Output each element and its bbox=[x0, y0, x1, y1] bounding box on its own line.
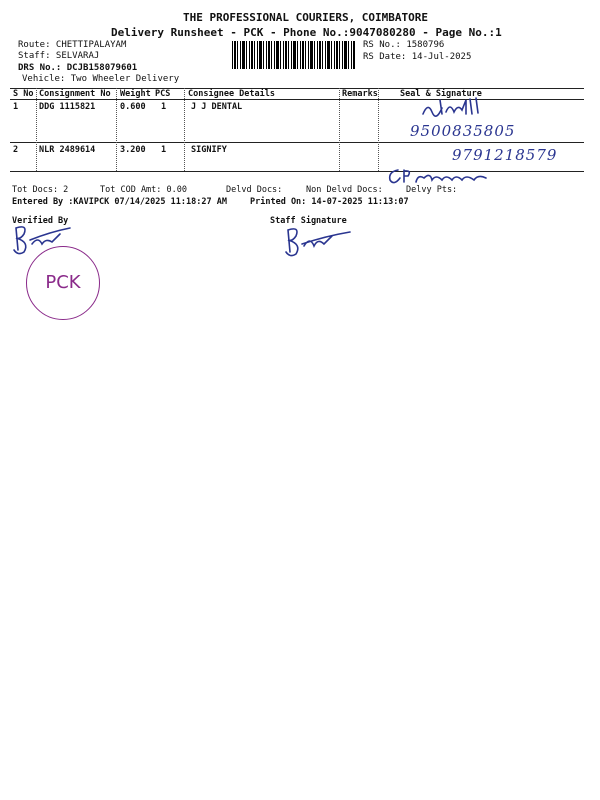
column-divider bbox=[116, 88, 117, 171]
row2-consignment: NLR 2489614 bbox=[39, 145, 96, 155]
total-cod-amount: Tot COD Amt: 0.00 bbox=[100, 185, 187, 195]
row2-weight: 3.200 bbox=[120, 145, 146, 155]
delivery-points: Delvy Pts: bbox=[406, 185, 458, 195]
verified-by-label: Verified By bbox=[12, 216, 69, 226]
table-header-border bbox=[10, 99, 584, 100]
delivered-docs: Delvd Docs: bbox=[226, 185, 283, 195]
row1-consignment: DDG 1115821 bbox=[39, 102, 96, 112]
row2-sno: 2 bbox=[13, 145, 19, 155]
total-docs: Tot Docs: 2 bbox=[12, 185, 69, 195]
column-divider bbox=[184, 88, 185, 171]
row1-sno: 1 bbox=[13, 102, 19, 112]
route-label: Route: CHETTIPALAYAM bbox=[18, 40, 127, 50]
table-bottom-border bbox=[10, 171, 584, 172]
row1-weight: 0.600 bbox=[120, 102, 146, 112]
header-pcs: PCS bbox=[155, 89, 171, 99]
rs-date: RS Date: 14-Jul-2025 bbox=[363, 52, 472, 62]
table-row-divider bbox=[10, 142, 584, 143]
header-weight: Weight bbox=[120, 89, 151, 99]
row2-pcs: 1 bbox=[161, 145, 167, 155]
rs-number: RS No.: 1580796 bbox=[363, 40, 445, 50]
row2-handwritten-phone: 9791218579 bbox=[452, 146, 558, 164]
barcode bbox=[232, 41, 356, 69]
row1-pcs: 1 bbox=[161, 102, 167, 112]
pck-stamp: PCK bbox=[26, 246, 100, 320]
document-subtitle: Delivery Runsheet - PCK - Phone No.:9047080280 - Page No.:1 bbox=[111, 26, 502, 39]
header-sno: S No bbox=[13, 89, 34, 99]
vehicle-label: Vehicle: Two Wheeler Delivery bbox=[22, 74, 180, 84]
row1-signature-scribble bbox=[420, 96, 490, 120]
column-divider bbox=[36, 88, 37, 171]
header-seal-signature: Seal & Signature bbox=[400, 89, 482, 99]
row1-consignee: J J DENTAL bbox=[191, 102, 243, 112]
header-consignment-no: Consignment No bbox=[39, 89, 111, 99]
entered-by: Entered By :KAVIPCK 07/14/2025 11:18:27 AM bbox=[12, 197, 227, 207]
document-title: THE PROFESSIONAL COURIERS, COIMBATORE bbox=[183, 11, 429, 24]
row1-handwritten-phone: 9500835805 bbox=[410, 122, 516, 140]
drs-number: DRS No.: DCJB158079601 bbox=[18, 63, 138, 73]
row2-consignee: SIGNIFY bbox=[191, 145, 227, 155]
staff-signature bbox=[280, 222, 352, 258]
non-delivered-docs: Non Delvd Docs: bbox=[306, 185, 383, 195]
staff-signature-label: Staff Signature bbox=[270, 216, 347, 226]
header-consignee-details: Consignee Details bbox=[188, 89, 275, 99]
column-divider bbox=[339, 88, 340, 171]
staff-label: Staff: SELVARAJ bbox=[18, 51, 100, 61]
printed-on: Printed On: 14-07-2025 11:13:07 bbox=[250, 197, 409, 207]
column-divider bbox=[378, 88, 379, 171]
header-remarks: Remarks bbox=[342, 89, 378, 99]
